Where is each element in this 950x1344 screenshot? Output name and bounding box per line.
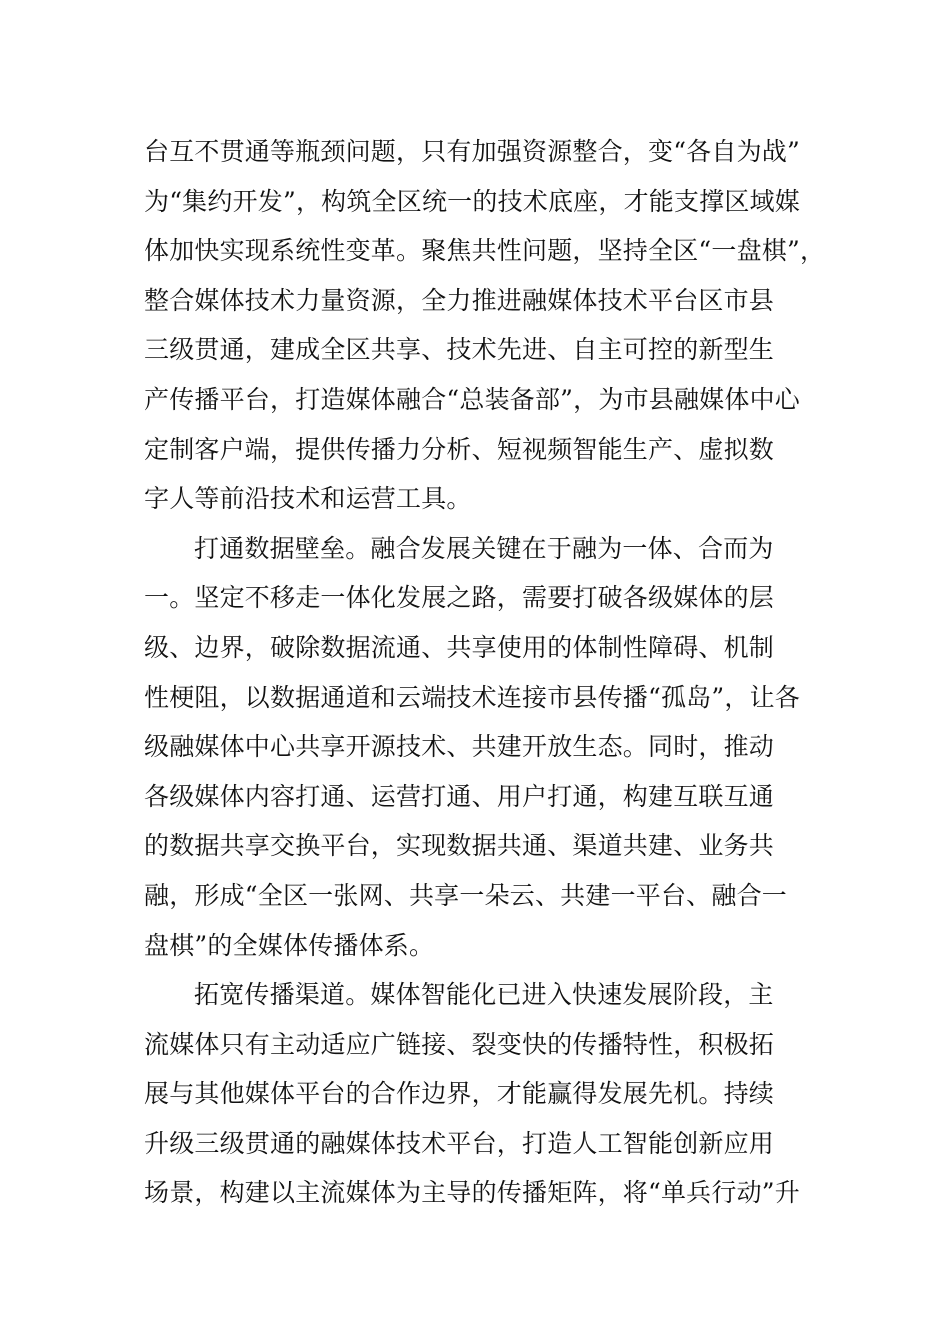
text-line: 融，形成“全区一张网、共享一朵云、共建一平台、融合一 <box>144 880 787 910</box>
text-line: 定制客户端，提供传播力分析、短视频智能生产、虚拟数 <box>144 434 775 464</box>
text-line: 体加快实现系统性变革。聚焦共性问题，坚持全区“一盘棋”， <box>144 236 826 266</box>
text-line: 各级媒体内容打通、运营打通、用户打通，构建互联互通 <box>144 781 775 811</box>
text-line: 台互不贯通等瓶颈问题，只有加强资源整合，变“各自为战” <box>144 137 800 166</box>
paragraph-1 <box>144 127 844 524</box>
text-line: 整合媒体技术力量资源，全力推进融媒体技术平台区市县 <box>144 285 775 315</box>
text-line: 打通数据壁垒。融合发展关键在于融为一体、合而为 <box>194 533 774 563</box>
text-line: 盘棋”的全媒体传播体系。 <box>144 930 435 960</box>
text-line: 的数据共享交换平台，实现数据共通、渠道共建、业务共 <box>144 831 775 861</box>
text-line: 产传播平台，打造媒体融合“总装备部”，为市县融媒体中心 <box>144 384 800 414</box>
text-line: 为“集约开发”，构筑全区统一的技术底座，才能支撑区域媒 <box>144 186 800 216</box>
text-line: 一。坚定不移走一体化发展之路，需要打破各级媒体的层 <box>144 583 775 613</box>
text-line: 场景，构建以主流媒体为主导的传播矩阵，将“单兵行动”升 <box>144 1178 800 1208</box>
text-line: 展与其他媒体平台的合作边界，才能赢得发展先机。持续 <box>144 1079 775 1109</box>
text-line: 升级三级贯通的融媒体技术平台，打造人工智能创新应用 <box>144 1128 775 1158</box>
paragraph-2 <box>144 524 844 970</box>
text-line: 字人等前沿技术和运营工具。 <box>144 484 472 514</box>
text-line: 流媒体只有主动适应广链接、裂变快的传播特性，积极拓 <box>144 1029 775 1059</box>
text-line: 拓宽传播渠道。媒体智能化已进入快速发展阶段，主 <box>194 980 774 1010</box>
paragraph-3 <box>144 970 844 1218</box>
text-line: 三级贯通，建成全区共享、技术先进、自主可控的新型生 <box>144 335 775 365</box>
body-text <box>144 127 844 1218</box>
text-line: 级、边界，破除数据流通、共享使用的体制性障碍、机制 <box>144 632 775 662</box>
text-line: 性梗阻，以数据通道和云端技术连接市县传播“孤岛”，让各 <box>144 682 800 712</box>
text-line: 级融媒体中心共享开源技术、共建开放生态。同时，推动 <box>144 732 775 762</box>
